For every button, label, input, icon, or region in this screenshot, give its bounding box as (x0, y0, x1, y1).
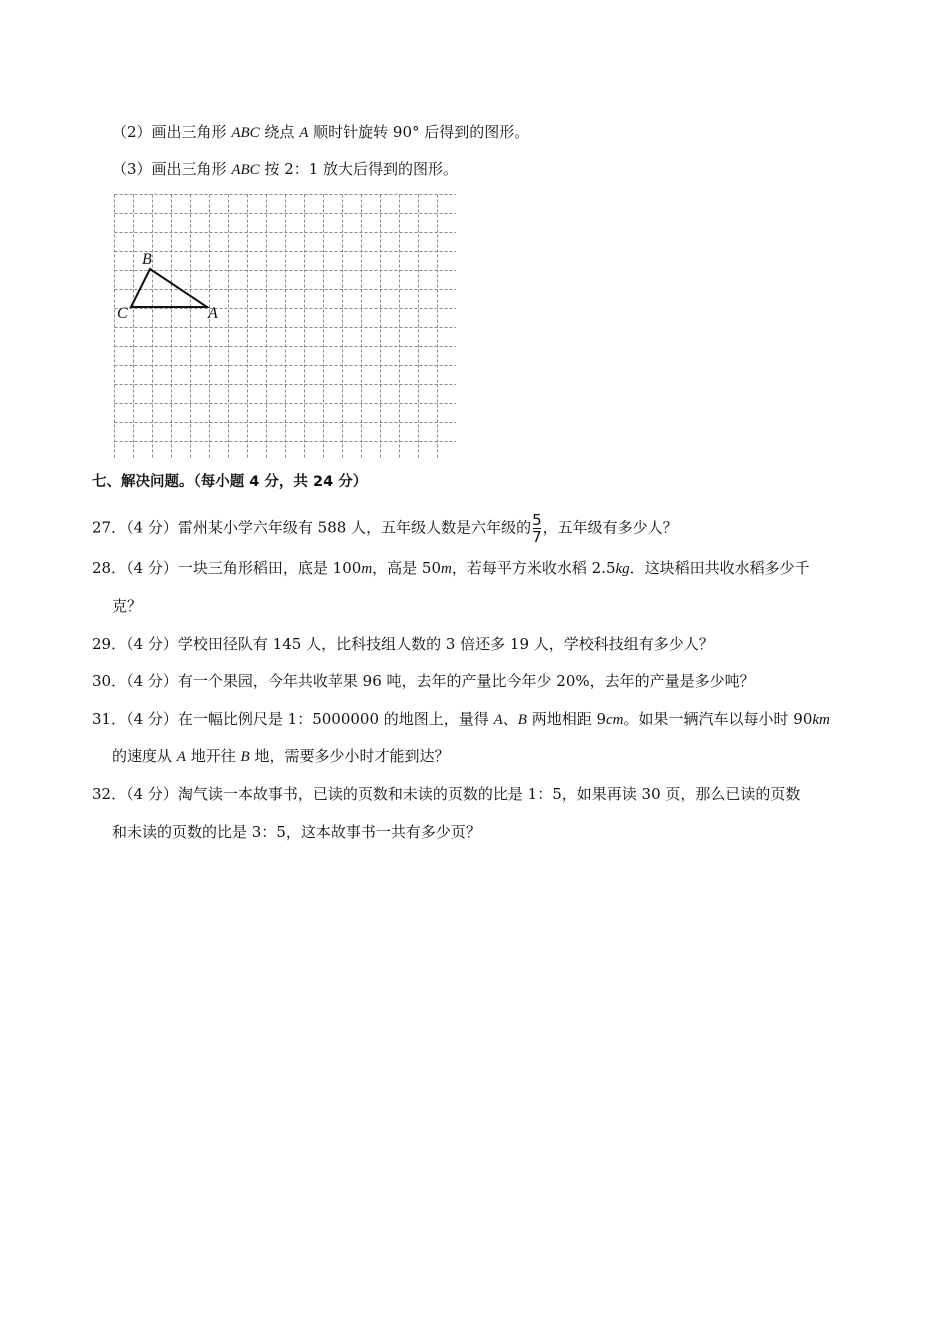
vertex-label-a: A (208, 305, 218, 322)
problem-28-line-1: 28．（4 分）一块三角形稻田，底是 100m，高是 50m，若每平方米收水稻 2.5kg．这块稻田共收水稻多少千 (92, 559, 810, 577)
triangle-abc (131, 269, 207, 307)
problem-32-line-1: 32．（4 分）淘气读一本故事书，已读的页数和未读的页数的比是 1：5，如果再读 30 页，那么已读的页数 (92, 785, 801, 803)
problem-28-line-2: 克？ (112, 597, 143, 615)
problem-32-line-2: 和未读的页数的比是 3：5，这本故事书一共有多少页？ (112, 823, 481, 841)
grid-lines (115, 195, 457, 459)
fraction-5-7: $\frac{5}{7}$ (532, 511, 542, 546)
subquestion-2: （2）画出三角形 ABC 绕点 A 顺时针旋转 90° 后得到的图形。 (112, 123, 530, 141)
vertex-label-b: B (142, 251, 152, 268)
problem-31-line-2: 的速度从 A 地开往 B 地，需要多少小时才能到达？ (112, 747, 450, 765)
problem-30: 30．（4 分）有一个果园，今年共收苹果 96 吨，去年的产量比今年少 20%，去年的产量是多少吨？ (92, 672, 755, 690)
problem-27: 27．（4 分）雷州某小学六年级有 588 人，五年级人数是六年级的 $\frac{5}{7}$ ，五年级有多少人？ (92, 511, 678, 546)
problem-29: 29．（4 分）学校田径队有 145 人，比科技组人数的 3 倍还多 19 人，学校科技组有多少人？ (92, 635, 714, 653)
vertex-label-c: C (117, 305, 128, 322)
problem-31-line-1: 31．（4 分）在一幅比例尺是 1：5000000 的地图上，量得 A、B 两地相距 9cm。如果一辆汽车以每小时 90km (92, 710, 830, 728)
subquestion-3: （3）画出三角形 ABC 按 2：1 放大后得到的图形。 (112, 160, 459, 178)
section-heading: 七、解决问题。（每小题 4 分，共 24 分） (92, 474, 368, 490)
grid-figure (114, 194, 456, 458)
